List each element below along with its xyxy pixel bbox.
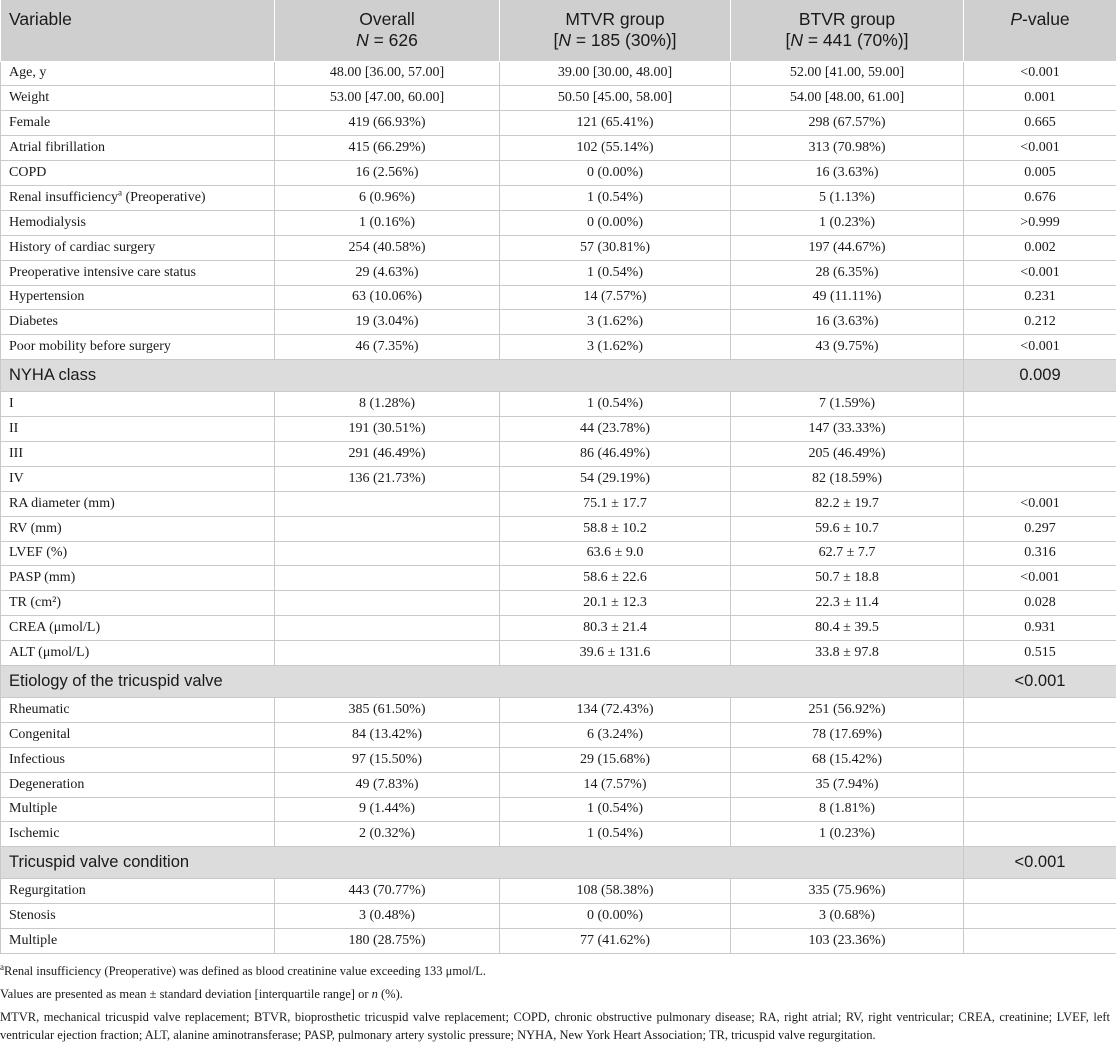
cell-variable: History of cardiac surgery: [1, 235, 275, 260]
cell-overall: 191 (30.51%): [275, 417, 500, 442]
cell-overall: [275, 566, 500, 591]
table-row: [1, 616, 1116, 641]
cell-pvalue: [964, 466, 1116, 491]
cell-btvr: 298 (67.57%): [731, 111, 964, 136]
cell-pvalue: [964, 822, 1116, 847]
cell-mtvr: 14 (7.57%): [500, 285, 731, 310]
cell-btvr: 335 (75.96%): [731, 879, 964, 904]
table-row: [1, 641, 1116, 666]
cell-mtvr: 44 (23.78%): [500, 417, 731, 442]
cell-pvalue: [964, 417, 1116, 442]
cell-overall: 1 (0.16%): [275, 210, 500, 235]
table-row: [1, 61, 1116, 86]
cell-mtvr: 134 (72.43%): [500, 697, 731, 722]
cell-pvalue: 0.297: [964, 516, 1116, 541]
table-row: [1, 797, 1116, 822]
cell-overall: 6 (0.96%): [275, 185, 500, 210]
cell-btvr: 59.6 ± 10.7: [731, 516, 964, 541]
cell-mtvr: 54 (29.19%): [500, 466, 731, 491]
cell-variable: Atrial fibrillation: [1, 136, 275, 161]
cell-mtvr: 1 (0.54%): [500, 822, 731, 847]
cell-overall: 3 (0.48%): [275, 904, 500, 929]
table-row: [1, 335, 1116, 360]
cell-pvalue: 0.316: [964, 541, 1116, 566]
cell-mtvr: 108 (58.38%): [500, 879, 731, 904]
cell-mtvr: 39.6 ± 131.6: [500, 641, 731, 666]
cell-mtvr: 58.6 ± 22.6: [500, 566, 731, 591]
cell-pvalue: [964, 904, 1116, 929]
table-row: [1, 235, 1116, 260]
cell-variable: [1, 185, 275, 210]
table-row: [1, 591, 1116, 616]
cell-variable: LVEF (%): [1, 541, 275, 566]
cell-variable: Poor mobility before surgery: [1, 335, 275, 360]
header-mtvr: [500, 0, 731, 61]
cell-btvr: 16 (3.63%): [731, 310, 964, 335]
cell-overall: 53.00 [47.00, 60.00]: [275, 86, 500, 111]
values-suffix: (%).: [377, 987, 403, 1001]
cell-btvr: 82.2 ± 19.7: [731, 491, 964, 516]
cell-pvalue: <0.001: [964, 136, 1116, 161]
cell-variable: COPD: [1, 161, 275, 186]
cell-pvalue: [964, 772, 1116, 797]
table-row: [1, 772, 1116, 797]
section-row-condition: [1, 847, 1116, 879]
footnote-text: Renal insufficiency (Preoperative) was defined as blood creatinine value exceeding 133 μmol/L.: [4, 964, 486, 978]
cell-btvr: 33.8 ± 97.8: [731, 641, 964, 666]
cell-mtvr: 121 (65.41%): [500, 111, 731, 136]
cell-overall: [275, 591, 500, 616]
cell-mtvr: 0 (0.00%): [500, 904, 731, 929]
cell-mtvr: 75.1 ± 17.7: [500, 491, 731, 516]
section-title: NYHA class: [1, 360, 964, 392]
header-btvr-label: BTVR group: [798, 9, 896, 29]
cell-mtvr: 0 (0.00%): [500, 161, 731, 186]
cell-variable: TR (cm²): [1, 591, 275, 616]
cell-variable: ALT (μmol/L): [1, 641, 275, 666]
cell-overall: 46 (7.35%): [275, 335, 500, 360]
cell-overall: [275, 516, 500, 541]
cell-btvr: 49 (11.11%): [731, 285, 964, 310]
cell-pvalue: 0.676: [964, 185, 1116, 210]
footnote-renal: [0, 962, 1110, 980]
footnote-marker: a: [118, 187, 122, 198]
cell-pvalue: [964, 441, 1116, 466]
cell-variable: Multiple: [1, 797, 275, 822]
cell-btvr: 7 (1.59%): [731, 392, 964, 417]
cell-btvr: 8 (1.81%): [731, 797, 964, 822]
table-row: [1, 392, 1116, 417]
footnote-abbreviations: MTVR, mechanical tricuspid valve replacement; BTVR, bioprosthetic tricuspid valve replacement; COPD, chronic obstructive pulmonary disease; RA, right atrial; RV, right ventricular; CREA, creatinine; LVEF, left ventricular ejection fraction; ALT, alanine aminotransferase; PASP, pulmonary artery systolic pressure; NYHA, New York Heart Association; TR, tricuspid valve regurgitation.: [0, 1010, 1110, 1042]
cell-btvr: 54.00 [48.00, 61.00]: [731, 86, 964, 111]
cell-btvr: 1 (0.23%): [731, 822, 964, 847]
cell-mtvr: 39.00 [30.00, 48.00]: [500, 61, 731, 86]
table-row: [1, 822, 1116, 847]
cell-variable: Diabetes: [1, 310, 275, 335]
cell-pvalue: <0.001: [964, 335, 1116, 360]
table-row: [1, 310, 1116, 335]
cell-variable: RV (mm): [1, 516, 275, 541]
cell-btvr: 205 (46.49%): [731, 441, 964, 466]
cell-overall: 419 (66.93%): [275, 111, 500, 136]
cell-overall: 136 (21.73%): [275, 466, 500, 491]
cell-pvalue: 0.001: [964, 86, 1116, 111]
section-title: Tricuspid valve condition: [1, 847, 964, 879]
cell-mtvr: 0 (0.00%): [500, 210, 731, 235]
cell-btvr: 50.7 ± 18.8: [731, 566, 964, 591]
footnote-marker: a: [0, 961, 4, 972]
header-overall: [275, 0, 500, 61]
cell-variable: III: [1, 441, 275, 466]
header-mtvr-label: MTVR group: [565, 9, 665, 29]
header-overall-n: N = 626: [356, 30, 418, 50]
cell-overall: 29 (4.63%): [275, 260, 500, 285]
variable-label-tail: (Preoperative): [122, 189, 206, 205]
table-row: [1, 929, 1116, 954]
cell-mtvr: 50.50 [45.00, 58.00]: [500, 86, 731, 111]
table-row: [1, 904, 1116, 929]
cell-pvalue: [964, 797, 1116, 822]
cell-btvr: 78 (17.69%): [731, 722, 964, 747]
header-overall-label: Overall: [359, 9, 415, 29]
cell-btvr: 62.7 ± 7.7: [731, 541, 964, 566]
cell-pvalue: 0.212: [964, 310, 1116, 335]
cell-pvalue: [964, 697, 1116, 722]
cell-variable: Ischemic: [1, 822, 275, 847]
cell-mtvr: 29 (15.68%): [500, 747, 731, 772]
section-pvalue: <0.001: [964, 665, 1116, 697]
cell-overall: 16 (2.56%): [275, 161, 500, 186]
cell-mtvr: 102 (55.14%): [500, 136, 731, 161]
cell-variable: Rheumatic: [1, 697, 275, 722]
cell-overall: 2 (0.32%): [275, 822, 500, 847]
cell-mtvr: 20.1 ± 12.3: [500, 591, 731, 616]
header-mtvr-n: [N = 185 (30%)]: [553, 30, 677, 50]
cell-mtvr: 1 (0.54%): [500, 260, 731, 285]
cell-overall: 291 (46.49%): [275, 441, 500, 466]
cell-btvr: 16 (3.63%): [731, 161, 964, 186]
cell-variable: CREA (μmol/L): [1, 616, 275, 641]
cell-overall: 443 (70.77%): [275, 879, 500, 904]
cell-overall: [275, 491, 500, 516]
table-row: [1, 210, 1116, 235]
cell-variable: Hypertension: [1, 285, 275, 310]
variable-label: Renal insufficiency: [9, 189, 118, 205]
cell-overall: 84 (13.42%): [275, 722, 500, 747]
table-row: [1, 697, 1116, 722]
cell-variable: I: [1, 392, 275, 417]
cell-pvalue: 0.005: [964, 161, 1116, 186]
header-btvr-n: [N = 441 (70%)]: [785, 30, 909, 50]
cell-pvalue: <0.001: [964, 491, 1116, 516]
table-row: [1, 541, 1116, 566]
cell-pvalue: <0.001: [964, 61, 1116, 86]
table-row: [1, 136, 1116, 161]
cell-btvr: 1 (0.23%): [731, 210, 964, 235]
cell-variable: Congenital: [1, 722, 275, 747]
cell-overall: [275, 641, 500, 666]
table-row: [1, 879, 1116, 904]
cell-pvalue: 0.515: [964, 641, 1116, 666]
section-pvalue: <0.001: [964, 847, 1116, 879]
cell-variable: RA diameter (mm): [1, 491, 275, 516]
values-n: n: [371, 987, 378, 1001]
cell-pvalue: [964, 392, 1116, 417]
cell-variable: Infectious: [1, 747, 275, 772]
cell-pvalue: 0.665: [964, 111, 1116, 136]
cell-variable: Stenosis: [1, 904, 275, 929]
table-row: [1, 260, 1116, 285]
cell-mtvr: 86 (46.49%): [500, 441, 731, 466]
cell-pvalue: [964, 879, 1116, 904]
cell-pvalue: [964, 747, 1116, 772]
cell-pvalue: 0.231: [964, 285, 1116, 310]
table-row: [1, 86, 1116, 111]
cell-variable: PASP (mm): [1, 566, 275, 591]
header-variable: Variable: [1, 0, 275, 61]
cell-btvr: 3 (0.68%): [731, 904, 964, 929]
cell-overall: 9 (1.44%): [275, 797, 500, 822]
cell-mtvr: 6 (3.24%): [500, 722, 731, 747]
cell-overall: 254 (40.58%): [275, 235, 500, 260]
cell-variable: Multiple: [1, 929, 275, 954]
header-pvalue: P-value: [964, 0, 1116, 61]
cell-pvalue: 0.028: [964, 591, 1116, 616]
cell-variable: Weight: [1, 86, 275, 111]
cell-btvr: 35 (7.94%): [731, 772, 964, 797]
cell-pvalue: [964, 722, 1116, 747]
cell-mtvr: 77 (41.62%): [500, 929, 731, 954]
cell-btvr: 22.3 ± 11.4: [731, 591, 964, 616]
cell-variable: II: [1, 417, 275, 442]
section-title: Etiology of the tricuspid valve: [1, 665, 964, 697]
table-row: [1, 161, 1116, 186]
section-pvalue: 0.009: [964, 360, 1116, 392]
cell-btvr: 52.00 [41.00, 59.00]: [731, 61, 964, 86]
cell-btvr: 82 (18.59%): [731, 466, 964, 491]
cell-overall: [275, 541, 500, 566]
cell-pvalue: 0.002: [964, 235, 1116, 260]
values-prefix: Values are presented as mean ± standard deviation [interquartile range] or: [0, 987, 372, 1001]
cell-overall: 48.00 [36.00, 57.00]: [275, 61, 500, 86]
footnote-values: [0, 985, 1110, 1003]
table-row: [1, 747, 1116, 772]
table-row: [1, 417, 1116, 442]
cell-btvr: 28 (6.35%): [731, 260, 964, 285]
cell-mtvr: 1 (0.54%): [500, 797, 731, 822]
table-row: [1, 516, 1116, 541]
cell-overall: [275, 616, 500, 641]
cell-variable: Age, y: [1, 61, 275, 86]
table-row: [1, 722, 1116, 747]
table-notes: [0, 961, 1110, 1044]
cell-overall: 415 (66.29%): [275, 136, 500, 161]
section-row-nyha: [1, 360, 1116, 392]
cell-mtvr: 1 (0.54%): [500, 185, 731, 210]
cell-pvalue: >0.999: [964, 210, 1116, 235]
cell-mtvr: 3 (1.62%): [500, 335, 731, 360]
table-row: [1, 466, 1116, 491]
cell-overall: 19 (3.04%): [275, 310, 500, 335]
table-row: [1, 285, 1116, 310]
table-header: [1, 0, 1116, 61]
header-btvr: [731, 0, 964, 61]
section-row-etiology: [1, 665, 1116, 697]
cell-btvr: 103 (23.36%): [731, 929, 964, 954]
cell-btvr: 313 (70.98%): [731, 136, 964, 161]
table-row: [1, 185, 1116, 210]
cell-btvr: 251 (56.92%): [731, 697, 964, 722]
cell-mtvr: 1 (0.54%): [500, 392, 731, 417]
cell-variable: Degeneration: [1, 772, 275, 797]
table-row: [1, 111, 1116, 136]
cell-mtvr: 3 (1.62%): [500, 310, 731, 335]
table-row: [1, 491, 1116, 516]
cell-overall: 8 (1.28%): [275, 392, 500, 417]
cell-mtvr: 57 (30.81%): [500, 235, 731, 260]
cell-variable: Regurgitation: [1, 879, 275, 904]
cell-mtvr: 63.6 ± 9.0: [500, 541, 731, 566]
cell-pvalue: <0.001: [964, 566, 1116, 591]
cell-overall: 97 (15.50%): [275, 747, 500, 772]
cell-btvr: 147 (33.33%): [731, 417, 964, 442]
cell-overall: 63 (10.06%): [275, 285, 500, 310]
cell-pvalue: 0.931: [964, 616, 1116, 641]
cell-btvr: 80.4 ± 39.5: [731, 616, 964, 641]
cell-btvr: 68 (15.42%): [731, 747, 964, 772]
cell-variable: Hemodialysis: [1, 210, 275, 235]
cell-btvr: 43 (9.75%): [731, 335, 964, 360]
cell-mtvr: 80.3 ± 21.4: [500, 616, 731, 641]
cell-variable: IV: [1, 466, 275, 491]
table-row: [1, 566, 1116, 591]
cell-variable: Female: [1, 111, 275, 136]
cell-variable: Preoperative intensive care status: [1, 260, 275, 285]
table-row: [1, 441, 1116, 466]
cell-pvalue: [964, 929, 1116, 954]
cell-pvalue: <0.001: [964, 260, 1116, 285]
cell-mtvr: 14 (7.57%): [500, 772, 731, 797]
cell-overall: 49 (7.83%): [275, 772, 500, 797]
table-body: [1, 61, 1116, 954]
cell-overall: 385 (61.50%): [275, 697, 500, 722]
cell-mtvr: 58.8 ± 10.2: [500, 516, 731, 541]
cell-btvr: 5 (1.13%): [731, 185, 964, 210]
cell-btvr: 197 (44.67%): [731, 235, 964, 260]
cell-overall: 180 (28.75%): [275, 929, 500, 954]
